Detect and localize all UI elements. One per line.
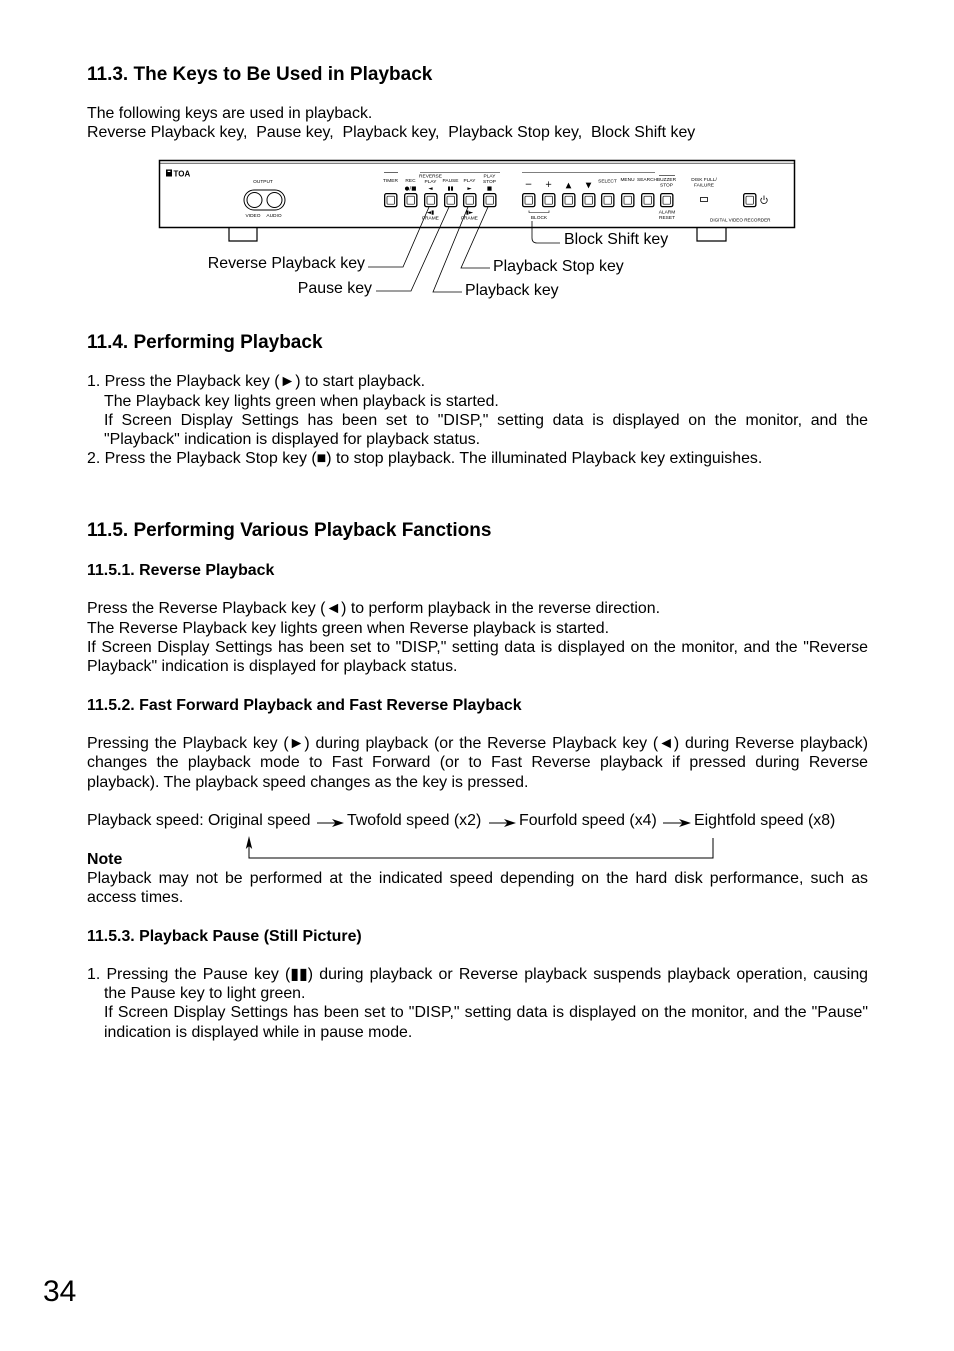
label-reverse-play-1: REVERSE [419, 174, 442, 180]
reverse-play-icon: ◄ [428, 186, 433, 192]
label-buzzer-2: STOP [660, 183, 673, 189]
play-icon: ► [467, 186, 472, 192]
panel-button-pause [445, 194, 457, 207]
paragraph-line: If Screen Display Settings has been set to "DISP," setting data is displayed on the monitor, and the "Reverse [87, 639, 868, 656]
panel-button-reverse-play [425, 194, 437, 207]
panel-button-power [744, 194, 756, 207]
panel-button-rec [405, 194, 417, 207]
speed-arrow-3 [663, 819, 691, 827]
label-alarm-1: ALARM [658, 210, 676, 216]
page-number: 34 [43, 1275, 77, 1308]
label-rec: REC [405, 179, 416, 184]
label-block: BLOCK [530, 216, 548, 221]
label-search: SEARCH [637, 178, 657, 183]
panel-button-select [602, 194, 614, 207]
label-frame-forward: FRAME [461, 216, 478, 222]
speed-step-fourfold: Fourfold speed (x4) [519, 812, 657, 829]
paragraph-line: playback). The playback speed changes as the key is pressed. [87, 774, 529, 791]
label-disk-full-1: DISK FULL/ [691, 178, 717, 183]
label-model: DIGITAL VIDEO RECORDER [710, 217, 771, 223]
speed-arrow-1 [317, 819, 344, 827]
label-timer: TIMER [383, 179, 398, 184]
paragraph-line: If Screen Display Settings has been set to "DISP," setting data is displayed on the monitor, and the [104, 412, 868, 429]
label-alarm-2: RESET [659, 216, 675, 221]
callout-reverse-playback: Reverse Playback key [207, 255, 365, 272]
heading-11-3: 11.3. The Keys to Be Used in Playback [87, 64, 433, 85]
speed-cycle-diagram [0, 800, 954, 870]
paragraph-line: The Reverse Playback key lights green when Reverse playback is started. [87, 620, 609, 637]
paragraph-line: the Pause key to light green. [104, 985, 306, 1002]
panel-button-plus [543, 194, 555, 207]
panel-foot-left [229, 228, 257, 241]
rec-stop-icon: ●/■ [404, 186, 417, 192]
label-play: PLAY [463, 179, 476, 184]
label-pause: PAUSE [442, 179, 459, 184]
paragraph-line: Press the Reverse Playback key (◄) to perform playback in the reverse direction. [87, 600, 661, 617]
paragraph-line: 1. Press the Playback key (►) to start playback. [87, 373, 426, 390]
paragraph-line: Pressing the Playback key (►) during playback (or the Reverse Playback key (◄) during Reverse playback) [87, 735, 868, 752]
arrow-up-icon: ▲ [565, 180, 572, 190]
stop-icon: ■ [486, 186, 493, 192]
heading-11-5-2: 11.5.2. Fast Forward Playback and Fast Reverse Playback [87, 697, 522, 714]
panel-button-play [464, 194, 476, 207]
callout-playback-stop: Playback Stop key [493, 258, 624, 275]
plus-icon: + [544, 180, 553, 190]
minus-icon: − [524, 180, 533, 190]
label-menu: MENU [620, 178, 635, 183]
panel-button-menu [622, 194, 634, 207]
speed-step-twofold: Twofold speed (x2) [347, 812, 482, 829]
paragraph-line: "Playback" indication is displayed for playback status. [104, 431, 481, 448]
speed-arrow-2 [489, 819, 516, 827]
panel-button-play-stop [484, 194, 496, 207]
panel-foot-right [697, 228, 726, 241]
paragraph-line: If Screen Display Settings has been set to "DISP," setting data is displayed on the monitor, and the "Pause" [104, 1004, 868, 1021]
label-disk-full-2: FAILURE [694, 183, 714, 189]
panel-button-up [563, 194, 575, 207]
speed-step-eightfold: Eightfold speed (x8) [694, 812, 836, 829]
paragraph-line: The Playback key lights green when playback is started. [104, 393, 499, 410]
note-line: access times. [87, 889, 184, 906]
toa-emblem-mark [168, 171, 171, 172]
intro-text: The following keys are used in playback. [87, 105, 373, 122]
label-video: VIDEO [245, 214, 261, 219]
arrow-down-icon: ▼ [585, 180, 592, 190]
panel-button-down [583, 194, 595, 207]
brand-label: TOA [173, 169, 191, 179]
frame-forward-icon: ▮► [465, 210, 474, 216]
heading-11-5-1: 11.5.1. Reverse Playback [87, 562, 275, 579]
heading-11-5: 11.5. Performing Various Playback Fanctions [87, 520, 492, 541]
frame-back-icon: ◄▮ [426, 210, 435, 216]
speed-label: Playback speed: Original speed [87, 812, 311, 829]
paragraph-line: indication is displayed while in pause mode. [104, 1024, 413, 1041]
heading-11-5-3: 11.5.3. Playback Pause (Still Picture) [87, 928, 362, 945]
paragraph-line: changes the playback mode to Fast Forward (or to Fast Reverse playback if pressed during Reverse [87, 754, 868, 771]
key-list-text: Reverse Playback key, Pause key, Playback key, Playback Stop key, Block Shift key [87, 124, 696, 141]
note-line: Playback may not be performed at the indicated speed depending on the hard disk performance, such as [87, 870, 868, 887]
callout-pause: Pause key [297, 280, 372, 297]
heading-11-4: 11.4. Performing Playback [87, 332, 323, 353]
label-output: OUTPUT [253, 180, 273, 185]
panel-button-timer [385, 194, 397, 207]
panel-button-minus [523, 194, 535, 207]
label-buzzer-1: BUZZER [656, 178, 677, 183]
panel-button-buzzer-stop [661, 194, 673, 207]
callout-block-shift: Block Shift key [564, 231, 669, 248]
paragraph-line: 2. Press the Playback Stop key (■) to stop playback. The illuminated Playback key extinguishes. [87, 450, 763, 467]
label-audio: AUDIO [266, 214, 282, 219]
panel-button-search [642, 194, 654, 207]
callout-playback: Playback key [465, 282, 559, 299]
label-frame-back: FRAME [422, 216, 439, 222]
label-play-stop-2: STOP [483, 180, 496, 185]
label-select: SELECT [598, 179, 617, 185]
speed-loop-back-arrow [246, 836, 713, 858]
label-play-stop-1: PLAY [483, 174, 496, 180]
paragraph-line: 1. Pressing the Pause key (▮▮) during playback or Reverse playback suspends playback operation, causing [87, 966, 868, 983]
note-title: Note [87, 851, 123, 868]
toa-emblem-icon [166, 170, 172, 177]
pause-icon: ▮▮ [447, 186, 454, 192]
label-reverse-play-2: PLAY [424, 180, 437, 185]
paragraph-line: Playback" indication is displayed for playback status. [87, 658, 458, 675]
